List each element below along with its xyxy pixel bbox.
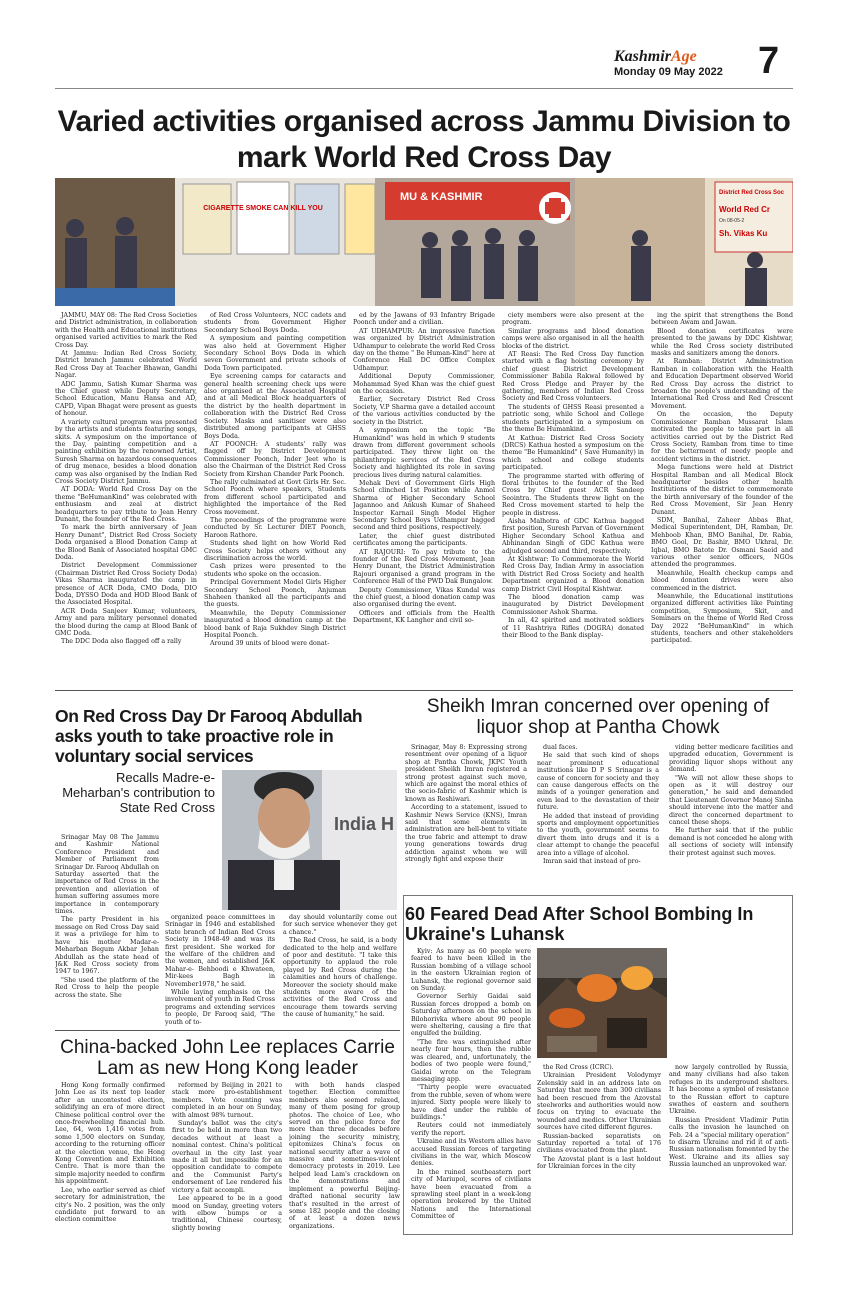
paragraph: Officers and officials from the Health Department, KK Langher and civil so- [353,609,495,625]
paragraph: viding better medicare facilities and upgraded education, Government is providing liquor shops without any demand. [669,744,793,774]
photo-backdrop-text: India H [334,814,395,834]
banner-right-text-3: On 08-05-2 [719,218,745,224]
paragraph: In the ruined southeastern port city of Mariupol, scores of civilians have been evacuated from a sprawling steel plant in a week-long operation brokered by the United Nations and the International Committee of [411,1168,531,1221]
paragraph: The DDC Doda also flagged off a rally [61,638,182,646]
masthead-logo: KashmirAge [614,48,697,65]
paragraph: Around 39 units of blood were donat- [210,640,330,648]
farooq-column-2 [165,914,275,1026]
paragraph: of Red Cross Volunteers, NCC cadets and students from Government Higher Secondary School Boys Doda. [204,312,346,334]
paragraph: According to a statement, issued to Kashmir News Service (KNS), Imran said that some elements in administration are hell-bent to vitiate the true fabric and attempt to draw young generations towards drug addiction against whom we will strongly fight and expose their [405,804,527,864]
poster-text: CIGARETTE SMOKE CAN KILL YOU [203,205,323,212]
paragraph: Lee, who earlier served as chief secretary for administration, the city's No. 2 position, was the only candidate put forward to an election committee [55,1186,165,1224]
paragraph: Russian-backed separatists on Saturday reported a total of 176 civilians evacuated from the plant. [537,1132,661,1155]
imran-headline: Sheikh Imran concerned over opening of liquor shop at Pantha Chowk [426,696,770,738]
paragraph: Cash prizes were presented to the students who spoke on the occasion. [204,563,346,578]
banner-right-text-2: World Red Cr [719,205,770,214]
paragraph: AT POONCH: A students' rally was flagged off by District Development Commissioner Poonch, Inder Jeet who is also the Chairman of the District Red Cross Society from Kirshan Chander Park Poonch. [204,440,346,478]
paragraph: The blood donation camp was inaugurated by District Development Commissioner Ashok Sharma. [502,594,644,616]
paragraph: "The fire was extinguished after nearly four hours, then the rubble was cleared, and, unfortunately, the bodies of two people were found," Gaidai wrote on the Telegram messaging app. [411,1038,531,1083]
paragraph: Srinagar, May 8: Expressing strong resentment over opening of a liquor shop at Pantha Chowk, JKPC Youth president Sheikh Imran registered a strong protest against such move, which are against the moral ethics of the socio-fabric of Kashmir which is known as Reshiwari. [405,744,527,803]
paragraph: SDM, Banihal, Zaheer Abbas Bhat, Medical Superintendent, DH, Ramban, Dr. Mehboob Khan, BMO Banihal, Dr. Rabia, BMO Gool, Dr. Bashir, BMO Ukhral, Dr. Iqbal, BMO Batote Dr. Osmani Saeid and various other senior officers, NGOs attended the programmes. [651,516,793,569]
paragraph: "We will not allow these shops to open as it will destroy our generation," he said and demanded that Lieutenant Governor Manoj Sinha should intervene into the matter and direct the concerned department to cancel these shops. [669,774,793,827]
paragraph: The programme started with offering of floral tributes to the founder of the Red Cross by Chief guest ACR Sandeep Seointra. The Students threw light on the Red Cross movement started to help the people in distress. [502,472,644,517]
paragraph: now largely controlled by Russia, and many civilians had also taken refuges in its underground shelters. It has become a symbol of resistance to the Russian effort to capture swathes of eastern and southern Ukraine. [669,1064,789,1116]
paragraph: the Red Cross (ICRC). [543,1064,614,1071]
paragraph: Hong Kong formally confirmed John Lee as its next top leader after an uncontested election, solidifying an era of more direct Chinese political control over the once-freewheeling financial hub. Lee, 64, won 1,416 votes from some 1,500 electors on Sunday, according to the returning officer at the election venue, the Hong Kong Convention and Exhibition Centre. That is more than the simple majority needed to confirm his appointment. [55,1082,165,1186]
paragraph: The party President in his message on Red Cross Day said it was a privilege for him to have his mother Madar-e-Meharban Begum Akbar Jehan Abdullah as the state head of J&K Red Cross society from 1947 to 1967. [55,916,159,976]
paragraph: JAMMU, MAY 08: The Red Cross Societies and District administration, in collaboration with the Health and Educational institutions organised varied activities to mark the Red Cross Day. [55,312,197,349]
paragraph: To mark the birth anniversary of Jean Henry Dunant", District Red Cross Society Doda organised a Blood Donation Camp at the Blood Bank of Associated hospital GMC Doda. [55,524,197,561]
paragraph: Deputy Commissioner, Vikas Kundal was the chief guest, a blood donation camp was also organised during the event. [353,586,495,609]
paragraph: At Jammu: Indian Red Cross Society, District branch Jammu celebrated World Red Cross Day at Teacher Bhawan, Gandhi Nagar. [55,350,197,380]
paragraph: A symposium and painting competition was also held at Government Higher Secondary School Boys Doda in which seven Government and private schools of Doda Town participated. [204,335,346,372]
paragraph: "Thirty people were evacuated from the rubble, seven of whom were injured. Sixty people were likely to have died under the rubble of buildings." [411,1084,531,1121]
paragraph: While laying emphasis on the involvement of youth in Red Cross programs and extending services to people, Dr Farooq said, "The youth of to- [165,989,275,1026]
paragraph: A variety cultural program was presented by the artists and students featuring songs, skits. A symposium on the importance of the Day, painting competition and a painting exhibition by the renowned Artist, Suresh Sharma on hazardous consequences of drug menace, besides a blood donation camp was also organised by the Indian Red Cross Society District Jammu. [55,418,197,485]
banner-right-text-1: District Red Cross Soc [719,190,785,196]
paragraph: day should voluntarily come out for such service whenever they get a chance." [283,914,397,936]
lee-column-1 [55,1082,165,1238]
paragraph: Lee appeared to be in a good mood on Sunday, greeting voters with elbow bumps or a traditional, Chinese courtesy, slightly bowing [172,1195,282,1232]
paragraph: Students shed light on how World Red Cross Society helps others without any discrimination across the world. [204,540,346,562]
paragraph: Russian President Vladimir Putin calls the invasion he launched on Feb. 24 a "special military operation" to disarm Ukraine and rid it of anti-Russian nationalism fomented by the West. Ukraine and its allies say Russia launched an unprovoked war. [669,1116,789,1169]
paragraph: The Azovstal plant is a last holdout for Ukrainian forces in the city [537,1155,661,1171]
paragraph: Later, the chief guest distributed certificates among the participants. [353,532,495,548]
paragraph: Reuters could not immediately verify the report. [411,1122,531,1137]
paragraph: He further said that if the public demand is not conceded he along with all sections of society will intensify their protest against such moves. [669,827,793,857]
paragraph: On the occasion, the Deputy Commissioner Ramban Mussarat Islam motivated the people to take part in all activities carried out by the District Red Cross Society, Ramban from time to time for the betterment of needy people and accident victims in the district. [651,411,793,463]
paragraph: ciety members were also present at the program. [502,312,644,327]
farooq-column-3 [283,914,397,1026]
paragraph: Ukraine and its Western allies have accused Russian forces of targeting civilians in the war, which Moscow denies. [411,1138,531,1168]
school-bombing-photo [537,948,667,1058]
paragraph: Imran said that instead of pro- [543,858,641,866]
main-headline: Varied activities organised across Jammu Division to mark World Red Cross Day [57,105,791,174]
paragraph: In all, 42 spirited and motivated soldiers of 11 Rashtriya Rifles (DOGRA) donated their Blood to the Bank display- [502,617,644,640]
main-story-column-3 [353,312,495,684]
paragraph: He said that such kind of shops near prominent educational institutions like D P S Srinagar is a cause of concern for society and they can cause dangerous effects on the minds of a younger generation and even lead to the devastation of their future. [537,752,659,812]
paragraph: ed by the Jawans of 93 Infantry Brigade Poonch under and a civilian. [353,312,495,327]
page-number: 7 [758,40,780,82]
paragraph: Sunday's ballot was the city's first to be held in more than two decades without at least a nominal contest. China's political overhaul in the city last year made it all but impossible for an opposition candidate to compete and the Communist Party's endorsement of Lee rendered his victory a fait accompli. [172,1120,282,1194]
paragraph: Earlier, Secretary District Red Cross Society, V.P Sharma gave a detailed account of the various activities conducted by the society in the District. [353,396,495,426]
edition-date: Monday 09 May 2022 [614,66,723,78]
paragraph: The students of GHSS Reasi presented a patriotic song, while School and College students participated in a symposium on the theme Be Humankind. [502,403,644,434]
farooq-abdullah-photo [222,770,397,910]
paragraph: ADC Jammu, Satish Kumar Sharma was the Chief guest while Deputy Secretary, School Education, Manu Hansa and AD, CAPD, Vipan Bhagat were present as guests of honour. [55,380,197,418]
paragraph: organized peace committees in Srinagar in 1946 and established state branch of Indian Red Cross Society in 1948-49 and was its first president. She worked for the welfare of the children and the women, and established J&K Mahar-e- Behboodi e Khwateen, Mir-kees Bagh in November1978," he said. [165,914,275,988]
paragraph: Mehak Devi of Government Girls High School clinched 1st Position while Anmol Sharma of Higher Secondary School Jagannoo and Ankush Kumar of Shaheed Inspector Karnail Singh Model Higher Secondary School Boys Udhampur bagged second and third positions, respectively. [353,479,495,532]
paragraph: He added that instead of providing sports and employment opportunities to the youth, government seems to divert them into drugs and it is a clear attempt to change the peaceful area into a village of alcohol. [537,812,659,857]
paragraph: The Red Cross, he said, is a body dedicated to the help and welfare of poor and destitute. "I take this opportunity to applaud the role played by Red Cross during the calamities and hours of challenge. Moreover the society should make students more aware of the activities of the Red Cross and encourage them towards serving the cause of humanity," he said. [283,937,397,1019]
ukraine-column-3 [669,1064,789,1230]
paragraph: A symposium on the topic "Be Humankind" was held in which 9 students drawn from different government schools participated. They threw light on the philanthropic services of the Red Cross Society and highlighted its role in saving precious lives during natural calamities. [353,427,495,479]
banner-text: MU & KASHMIR [400,191,483,203]
section-divider [55,1030,400,1031]
banner-right-text-4: Sh. Vikas Ku [719,229,768,238]
ukraine-column-1 [411,948,531,1230]
paragraph: The rally culminated at Govt Girls Hr. Sec. School Poonch where speakers, Students from different school participated and highlighted the importance of the Red Cross movement. [204,478,346,516]
paragraph: reformed by Beijing in 2021 to stack more pro-establishment members. Vote counting was completed in an hour on Sunday, with almost 98% turnout. [172,1082,282,1119]
paragraph: Aisha Malhotra of GDC Kathua bagged first position, Suresh Parvan of Government Higher Secondary School Kathua and Abhinandan Singh of GDC Kathua were adjudged second and third, respectively. [502,517,644,555]
paragraph: Meanwhile, Health checkup camps and blood donation drives were also commenced in the district. [651,569,793,592]
paragraph: Similar programs and blood donation camps were also organised in all the health blocks of the district. [502,327,644,350]
paragraph: Blood donation certificates were presented to the jawans by DDC Kishtwar, while the Red Cross society distributed masks and sanitizers among the donors. [651,327,793,358]
lee-headline: China-backed John Lee replaces Carrie Lam as new Hong Kong leader [60,1037,395,1079]
main-story-column-2 [204,312,346,684]
imran-column-1 [405,744,527,888]
paragraph: Eye screening camps for cataracts and general health screening check ups were also organised at the Associated Hospital and at all Medical Block headquarters of the district by the health department in collaboration with the District Red Cross Society. Masks and sanitiser were also distributed among participants at GHSS Boys Doda. [204,373,346,440]
paragraph: Mega functions were held at District Hospital Ramban and all Medical Block headquarter besides other health Institutions of the district to commemorate the birth anniversary of the founder of the Red Cross Movement, Sir Jean Henry Dunant. [651,464,793,516]
farooq-column-1 [55,834,159,1024]
paragraph: AT RAJOURI: To pay tribute to the founder of the Red Cross Movement, Jean Henry Dunant, the District Administration Rajouri organised a grand program in the Conference Hall of the PWD Dak Bungalow. [353,548,495,586]
paragraph: Governor Serhiy Gaidai said Russian forces dropped a bomb on Saturday afternoon on the school in Bilohorivka where about 90 people were sheltering, causing a fire that engulfed the building. [411,993,531,1038]
imran-column-2 [537,744,659,888]
red-cross-day-photo [55,178,793,306]
paragraph: Meanwhile, the Educational institutions organized different activities like Painting competition, Symposium, Skit, and Seminars on the theme of World Red Cross Day 2022 "BeHumanKind" in which students, teachers and other stakeholders participated. [651,593,793,645]
paragraph: AT UDHAMPUR: An impressive function was organized by District Administration Udhampur to celebrate the world Red Cross day on the theme " Be Human-Kind" here at Conference Hall DC Office Complex Udhampur. [353,327,495,372]
lee-column-3 [289,1082,400,1238]
paragraph: Meanwhile, the Deputy Commissioner inaugurated a blood donation camp at the blood bank of Raja Sukhdev Singh District Hospital Poonch. [204,609,346,640]
paragraph: AT Reasi: The Red Cross Day function started with a flag hoisting ceremony by chief guest District Development Commissioner Babila Rakwal followed by Red Cross Pledge and Prayer by the gathering, members of Indian Red Cross Society and Red Cross volunteers. [502,351,644,403]
paragraph: AT DODA: World Red Cross Day on the theme "BeHumanKind" was celebrated with enthusiasm and zeal at district headquarters to pay tribute to Jean Henry Dunant, the founder of the Red Cross. [55,486,197,523]
section-divider [55,690,793,691]
paragraph: The proceedings of the programme were conducted by Sr. Lecturer DIET Poonch, Haroon Rathore. [204,516,346,539]
paragraph: with both hands clasped together. Election committee members also seemed relaxed, many of them posing for group photos. The choice of Lee, who served on the police force for more than three decades before joining the security ministry, epitomizes China's focus on national security after a wave of massive and sometimes-violent democracy protests in 2019. Lee helped lead Lam's crackdown on the demonstrations and implement a powerful Beijing-drafted national security law that's resulted in the arrest of some 182 people and the closing of at least a dozen news organizations. [289,1082,400,1230]
paragraph: At Kathua: District Red Cross Society (DRCS) Kathua hosted a symposium on the theme "Be Humankind" ( Save Humanity) in which school and college students participated. [502,434,644,472]
masthead-rule [55,88,793,89]
lee-column-2 [172,1082,282,1238]
paragraph: At Kishtwar: To Commemorate the World Red Cross Day, Indian Army in association with District Red Cross Society and health Department organized a Blood donation camp District Civil Hospital Kishtwar. [502,556,644,593]
paragraph: ing the spirit that strengthens the Bond between Awam and Jawan. [651,312,793,327]
paragraph: dual faces. [543,744,578,751]
main-story-column-1 [55,312,197,684]
main-story-column-5 [651,312,793,684]
paragraph: ACR Doda Sanjeev Kumar, volunteers, Army and para military personnel donated the blood during the camp at Blood Bank of GMC Doda. [55,607,197,638]
paragraph: Kyiv: As many as 60 people were feared to have been killed in the Russian bombing of a village school in the eastern Ukrainian region of Luhansk, the regional governor said on Sunday. [411,948,531,993]
farooq-subhead: Recalls Madre-e-Meharban's contribution to State Red Cross [62,770,215,815]
paragraph: At Ramban: District Administration Ramban in collaboration with the Health and Education Department observed World Red Cross Day across the district to broaden the people's understanding of the International Red Cross and Red Crescent Movement. [651,358,793,410]
ukraine-headline: 60 Feared Dead After School Bombing In Ukraine's Luhansk [405,904,754,944]
paragraph: "She used the platform of the Red Cross to help the people across the state. She [55,976,159,999]
paragraph: Ukrainian President Volodymyr Zelenskiy said in an address late on Saturday that more than 300 civilians had been rescued from the Azovstal steelworks and authorities would now focus on trying to evacuate the wounded and medics. Other Ukrainian sources have cited different figures. [537,1072,661,1132]
paragraph: Additional Deputy Commissioner, Mohammad Syed Khan was the chief guest on the occasion. [353,373,495,396]
main-story-column-4 [502,312,644,684]
paragraph: District Development Commissioner (Chairman District Red Cross Society Doda) Vikas Sharma inaugurated the camp in presence of ACR Doda, CMO Doda, DIO Doda, DYSSO Doda and HOD Blood Bank of the Associated Hospital. [55,562,197,607]
imran-column-3 [669,744,793,888]
paragraph: Srinagar May 08 The Jammu and Kashmir National Conference President and Member of Parliament from Srinagar Dr. Farooq Abdullah on Saturday asserted that the importance of Red Cross in the prevention and alleviation of human suffering assumes more importance in contemporary times. [55,834,159,916]
paragraph: Principal Government Model Girls Higher Secondary School Poonch, Anjuman Shaheen thanked all the participants and the guests. [204,579,346,609]
farooq-headline: On Red Cross Day Dr Farooq Abdullah asks youth to take proactive role in voluntary social services [55,706,363,766]
ukraine-column-2 [537,1064,661,1230]
